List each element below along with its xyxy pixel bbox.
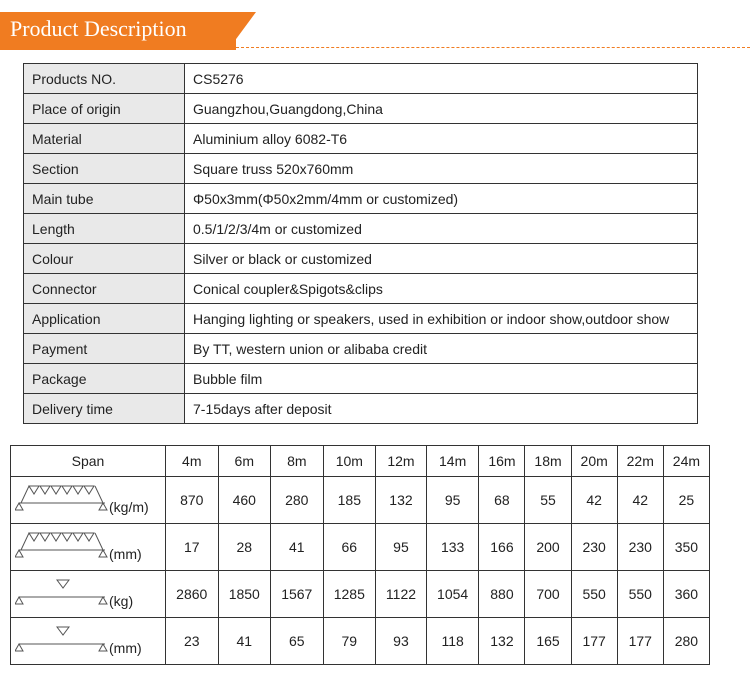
load-value-cell: 1850 (218, 571, 271, 618)
load-value-cell: 460 (218, 477, 271, 524)
load-row (11, 477, 710, 524)
load-value-cell: 1122 (376, 571, 427, 618)
load-value-cell: 350 (663, 524, 709, 571)
load-value-cell: 79 (323, 618, 376, 665)
spec-value: Φ50x3mm(Φ50x2mm/4mm or customized) (185, 184, 698, 214)
load-value-cell: 23 (166, 618, 219, 665)
load-table-header-row (11, 446, 710, 477)
spec-row (24, 184, 698, 214)
load-value-cell: 132 (376, 477, 427, 524)
load-value-cell: 165 (525, 618, 571, 665)
point-load-truss-icon (15, 624, 110, 654)
spec-label: Application (24, 304, 185, 334)
spec-row (24, 394, 698, 424)
load-row (11, 618, 710, 665)
spec-label: Main tube (24, 184, 185, 214)
span-header: Span (11, 446, 166, 477)
spec-row (24, 124, 698, 154)
load-value-cell: 42 (617, 477, 663, 524)
span-header-cell: 24m (663, 446, 709, 477)
spec-row (24, 64, 698, 94)
spec-value: 7-15days after deposit (185, 394, 698, 424)
load-value-cell: 1054 (426, 571, 479, 618)
load-value-cell: 230 (571, 524, 617, 571)
load-value-cell: 133 (426, 524, 479, 571)
load-value-cell: 870 (166, 477, 219, 524)
load-value-cell: 42 (571, 477, 617, 524)
spec-value: Bubble film (185, 364, 698, 394)
load-type-cell (11, 477, 166, 524)
load-value-cell: 1285 (323, 571, 376, 618)
load-value-cell: 118 (426, 618, 479, 665)
load-row (11, 571, 710, 618)
spec-value: CS5276 (185, 64, 698, 94)
load-value-cell: 68 (479, 477, 525, 524)
spec-value: Guangzhou,Guangdong,China (185, 94, 698, 124)
spec-row (24, 244, 698, 274)
spec-value: Hanging lighting or speakers, used in exhibition or indoor show,outdoor show (185, 304, 698, 334)
load-value-cell: 700 (525, 571, 571, 618)
span-header-cell: 18m (525, 446, 571, 477)
load-value-cell: 177 (571, 618, 617, 665)
spec-row (24, 334, 698, 364)
load-value-cell: 880 (479, 571, 525, 618)
load-value-cell: 550 (571, 571, 617, 618)
load-value-cell: 1567 (271, 571, 324, 618)
load-value-cell: 132 (479, 618, 525, 665)
load-type-cell (11, 571, 166, 618)
spec-label: Connector (24, 274, 185, 304)
unit-label: (mm) (109, 640, 142, 656)
load-value-cell: 28 (218, 524, 271, 571)
load-value-cell: 230 (617, 524, 663, 571)
unit-label: (kg) (109, 593, 134, 609)
spec-label: Payment (24, 334, 185, 364)
span-header-cell: 20m (571, 446, 617, 477)
spec-value: Square truss 520x760mm (185, 154, 698, 184)
spec-value: Aluminium alloy 6082-T6 (185, 124, 698, 154)
load-value-cell: 55 (525, 477, 571, 524)
spec-label: Delivery time (24, 394, 185, 424)
load-table (10, 445, 710, 665)
load-value-cell: 280 (271, 477, 324, 524)
spec-row (24, 304, 698, 334)
load-value-cell: 280 (663, 618, 709, 665)
spec-label: Products NO. (24, 64, 185, 94)
spec-label: Material (24, 124, 185, 154)
spec-row (24, 154, 698, 184)
spec-label: Length (24, 214, 185, 244)
span-header-cell: 16m (479, 446, 525, 477)
load-value-cell: 166 (479, 524, 525, 571)
unit-label: (kg/m) (109, 499, 149, 515)
header-divider (236, 47, 750, 48)
spec-label: Colour (24, 244, 185, 274)
load-value-cell: 41 (218, 618, 271, 665)
load-value-cell: 41 (271, 524, 324, 571)
load-row (11, 524, 710, 571)
spec-value: Conical coupler&Spigots&clips (185, 274, 698, 304)
load-value-cell: 93 (376, 618, 427, 665)
spec-label: Section (24, 154, 185, 184)
spec-value: By TT, western union or alibaba credit (185, 334, 698, 364)
span-header-cell: 14m (426, 446, 479, 477)
load-value-cell: 200 (525, 524, 571, 571)
span-header-cell: 12m (376, 446, 427, 477)
spec-value: 0.5/1/2/3/4m or customized (185, 214, 698, 244)
load-type-cell (11, 618, 166, 665)
spec-label: Package (24, 364, 185, 394)
spec-row (24, 364, 698, 394)
span-header-cell: 6m (218, 446, 271, 477)
distributed-load-truss-icon (15, 483, 110, 513)
spec-label: Place of origin (24, 94, 185, 124)
spec-row (24, 214, 698, 244)
load-value-cell: 95 (426, 477, 479, 524)
span-header-cell: 10m (323, 446, 376, 477)
load-value-cell: 177 (617, 618, 663, 665)
load-value-cell: 360 (663, 571, 709, 618)
span-header-cell: 22m (617, 446, 663, 477)
load-value-cell: 550 (617, 571, 663, 618)
spec-row (24, 274, 698, 304)
load-value-cell: 95 (376, 524, 427, 571)
load-value-cell: 17 (166, 524, 219, 571)
load-value-cell: 185 (323, 477, 376, 524)
header-banner-fold (228, 12, 256, 50)
load-value-cell: 65 (271, 618, 324, 665)
distributed-load-truss-icon (15, 530, 110, 560)
spec-table (23, 63, 698, 424)
load-value-cell: 2860 (166, 571, 219, 618)
load-value-cell: 66 (323, 524, 376, 571)
load-type-cell (11, 524, 166, 571)
spec-row (24, 94, 698, 124)
span-header-cell: 8m (271, 446, 324, 477)
point-load-truss-icon (15, 577, 110, 607)
spec-value: Silver or black or customized (185, 244, 698, 274)
unit-label: (mm) (109, 546, 142, 562)
span-header-cell: 4m (166, 446, 219, 477)
page-title: Product Description (10, 16, 187, 41)
load-value-cell: 25 (663, 477, 709, 524)
